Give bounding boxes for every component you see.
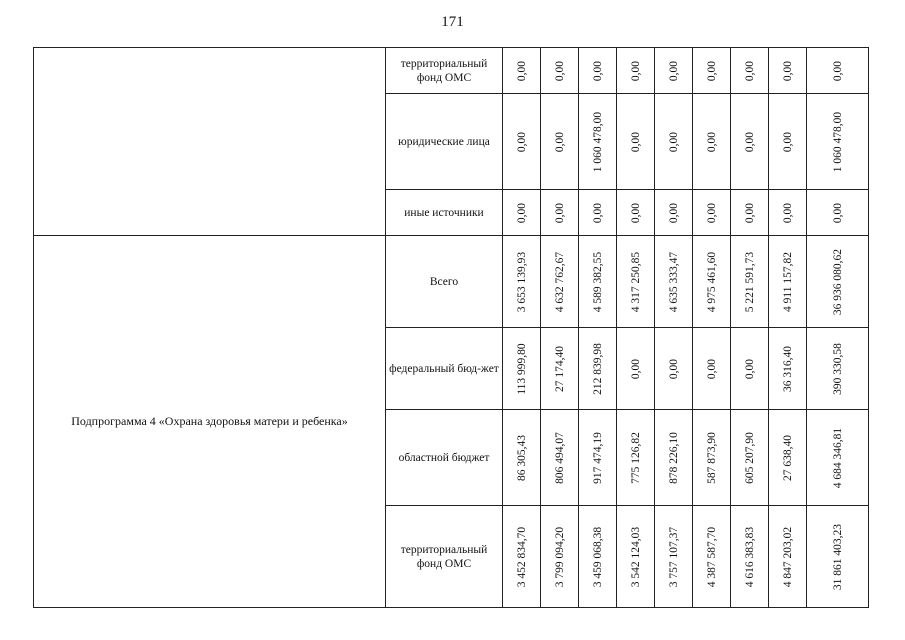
value-text: 775 126,82 <box>629 431 642 484</box>
value-text: 0,00 <box>591 202 604 223</box>
value-text: 4 684 346,81 <box>831 427 844 488</box>
value-cell <box>769 506 807 608</box>
value-cell <box>769 328 807 410</box>
value-text: 27 638,40 <box>781 434 794 481</box>
value-text: 3 452 834,70 <box>515 526 528 587</box>
value-text: 4 847 203,02 <box>781 526 794 587</box>
value-text: 27 174,40 <box>553 345 566 392</box>
value-cell <box>579 48 617 94</box>
value-cell <box>579 94 617 190</box>
value-text: 587 873,90 <box>705 431 718 484</box>
value-cell <box>655 410 693 506</box>
value-text: 0,00 <box>553 202 566 223</box>
value-text: 0,00 <box>515 60 528 81</box>
value-cell <box>541 506 579 608</box>
value-text: 86 305,43 <box>515 434 528 481</box>
value-cell <box>541 236 579 328</box>
value-cell <box>769 94 807 190</box>
value-text: 917 474,19 <box>591 431 604 484</box>
value-text: 0,00 <box>743 202 756 223</box>
value-text: 4 616 383,83 <box>743 526 756 587</box>
value-cell <box>579 410 617 506</box>
value-text: 4 632 762,67 <box>553 251 566 312</box>
value-cell <box>807 94 869 190</box>
value-cell <box>503 94 541 190</box>
value-text: 3 653 139,93 <box>515 251 528 312</box>
value-text: 4 635 333,47 <box>667 251 680 312</box>
value-cell <box>503 328 541 410</box>
value-text: 4 975 461,60 <box>705 251 718 312</box>
table-row <box>34 236 869 328</box>
value-text: 878 226,10 <box>667 431 680 484</box>
value-text: 0,00 <box>591 60 604 81</box>
value-cell <box>541 328 579 410</box>
table-row <box>34 48 869 94</box>
value-text: 0,00 <box>781 60 794 81</box>
program-name-cell: Подпрограмма 4 «Охрана здоровья матери и ребенка» <box>34 236 386 608</box>
value-text: 4 911 157,82 <box>781 251 794 312</box>
value-cell <box>503 410 541 506</box>
value-text: 0,00 <box>629 358 642 379</box>
value-cell <box>503 48 541 94</box>
funding-source-cell: федеральный бюд-жет <box>386 328 503 410</box>
value-cell <box>655 236 693 328</box>
value-cell <box>769 190 807 236</box>
value-cell <box>541 190 579 236</box>
funding-source-cell: юридические лица <box>386 94 503 190</box>
value-cell <box>769 410 807 506</box>
value-text: 0,00 <box>743 60 756 81</box>
value-text: 0,00 <box>831 202 844 223</box>
value-cell <box>617 94 655 190</box>
value-text: 0,00 <box>705 202 718 223</box>
value-text: 806 494,07 <box>553 431 566 484</box>
value-cell <box>541 48 579 94</box>
value-cell <box>731 190 769 236</box>
value-text: 605 207,90 <box>743 431 756 484</box>
value-text: 3 757 107,37 <box>667 526 680 587</box>
value-cell <box>617 328 655 410</box>
value-text: 0,00 <box>667 60 680 81</box>
page-number: 171 <box>441 14 464 30</box>
value-cell <box>655 506 693 608</box>
value-text: 0,00 <box>553 131 566 152</box>
table-body <box>34 48 869 608</box>
value-cell <box>655 328 693 410</box>
value-cell <box>541 410 579 506</box>
value-text: 0,00 <box>831 60 844 81</box>
value-cell <box>769 48 807 94</box>
value-cell <box>579 328 617 410</box>
value-cell <box>693 328 731 410</box>
value-text: 0,00 <box>743 131 756 152</box>
value-cell <box>731 236 769 328</box>
value-text: 0,00 <box>515 202 528 223</box>
value-cell <box>617 410 655 506</box>
value-text: 5 221 591,73 <box>743 251 756 312</box>
value-cell <box>693 94 731 190</box>
value-cell <box>731 506 769 608</box>
value-text: 0,00 <box>705 60 718 81</box>
value-cell <box>693 236 731 328</box>
value-cell <box>503 506 541 608</box>
value-cell <box>693 48 731 94</box>
value-cell <box>807 190 869 236</box>
funding-source-cell: областной бюджет <box>386 410 503 506</box>
value-cell <box>655 48 693 94</box>
value-text: 0,00 <box>667 131 680 152</box>
value-text: 1 060 478,00 <box>831 111 844 172</box>
value-cell <box>693 410 731 506</box>
budget-table <box>33 47 869 608</box>
value-cell <box>807 328 869 410</box>
value-text: 4 589 382,55 <box>591 251 604 312</box>
value-text: 3 542 124,03 <box>629 526 642 587</box>
value-text: 0,00 <box>781 131 794 152</box>
value-cell <box>731 94 769 190</box>
value-cell <box>769 236 807 328</box>
value-cell <box>503 236 541 328</box>
value-cell <box>579 190 617 236</box>
value-text: 0,00 <box>667 358 680 379</box>
funding-source-cell: иные источники <box>386 190 503 236</box>
value-cell <box>617 236 655 328</box>
value-text: 0,00 <box>629 202 642 223</box>
value-text: 3 459 068,38 <box>591 526 604 587</box>
value-cell <box>503 190 541 236</box>
value-text: 0,00 <box>781 202 794 223</box>
value-text: 0,00 <box>629 131 642 152</box>
value-cell <box>617 506 655 608</box>
value-text: 36 936 080,62 <box>831 248 844 315</box>
value-cell <box>617 48 655 94</box>
value-text: 36 316,40 <box>781 345 794 392</box>
funding-source-cell: Всего <box>386 236 503 328</box>
value-cell <box>617 190 655 236</box>
value-text: 0,00 <box>629 60 642 81</box>
value-text: 1 060 478,00 <box>591 111 604 172</box>
value-cell <box>731 328 769 410</box>
value-text: 390 330,58 <box>831 342 844 395</box>
value-cell <box>731 410 769 506</box>
value-text: 4 317 250,85 <box>629 251 642 312</box>
value-text: 0,00 <box>667 202 680 223</box>
value-cell <box>579 506 617 608</box>
value-cell <box>655 94 693 190</box>
value-text: 113 999,80 <box>515 342 528 395</box>
value-text: 0,00 <box>553 60 566 81</box>
value-cell <box>693 506 731 608</box>
value-text: 0,00 <box>515 131 528 152</box>
value-text: 0,00 <box>705 131 718 152</box>
value-text: 31 861 403,23 <box>831 523 844 590</box>
value-cell <box>807 410 869 506</box>
funding-source-cell: территориальный фонд ОМС <box>386 506 503 608</box>
value-cell <box>807 48 869 94</box>
value-text: 3 799 094,20 <box>553 526 566 587</box>
program-name-cell <box>34 48 386 236</box>
value-cell <box>693 190 731 236</box>
value-cell <box>807 236 869 328</box>
value-cell <box>731 48 769 94</box>
value-text: 0,00 <box>705 358 718 379</box>
value-text: 0,00 <box>743 358 756 379</box>
value-cell <box>655 190 693 236</box>
value-text: 212 839,98 <box>591 342 604 395</box>
value-cell <box>807 506 869 608</box>
value-text: 4 387 587,70 <box>705 526 718 587</box>
value-cell <box>579 236 617 328</box>
value-cell <box>541 94 579 190</box>
funding-source-cell: территориальный фонд ОМС <box>386 48 503 94</box>
